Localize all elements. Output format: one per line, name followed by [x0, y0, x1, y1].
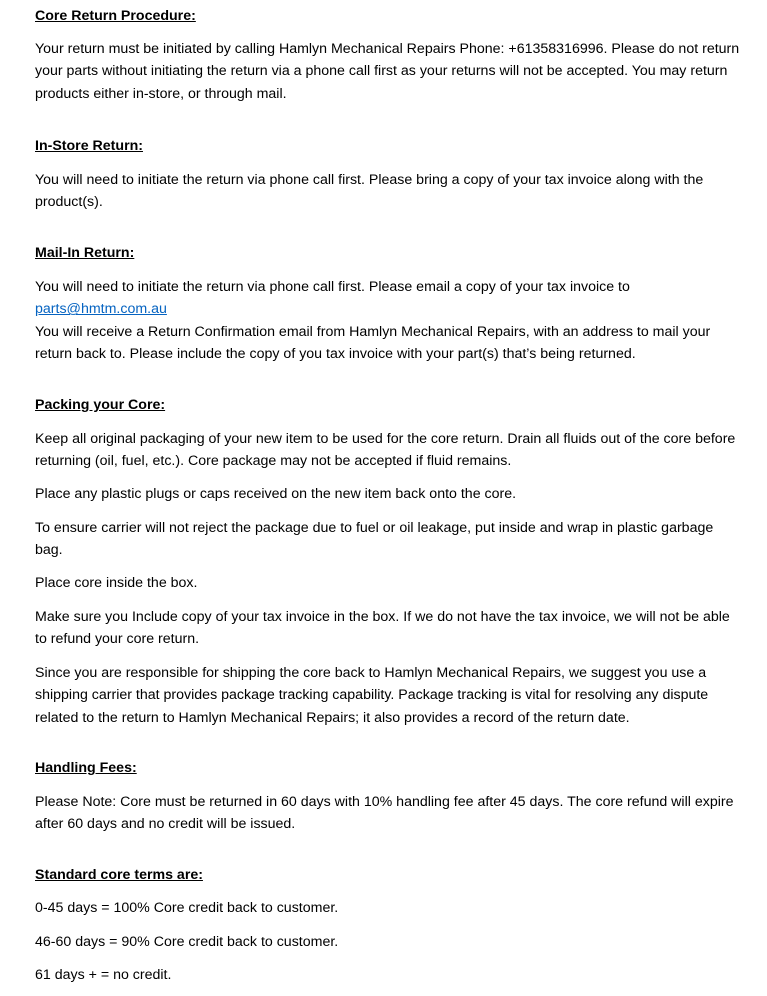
paragraph-packing-5: Make sure you Include copy of your tax invoice in the box. If we do not have the tax invoice, we will not be able to refund your core return.: [35, 609, 730, 648]
heading-in-store-return: In-Store Return:: [35, 138, 143, 154]
heading-packing-your-core: Packing your Core:: [35, 397, 166, 413]
paragraph-handling-fees: Please Note: Core must be returned in 60 days with 10% handling fee after 45 days. The core refund will expire after 60 days and no credit will be issued.: [35, 794, 734, 833]
mail-in-confirmation: You will receive a Return Confirmation email from Hamlyn Mechanical Repairs, with an address to mail your return back to. Please include the copy of you tax invoice with your part(s) that’s being returned.: [35, 323, 711, 363]
paragraph-packing-4: Place core inside the box.: [35, 575, 198, 591]
paragraph-packing-1: Keep all original packaging of your new item to be used for the core return. Drain all fluids out of the core before returning (oil, fuel, etc.). Core package may not be accepted if fluid remains.: [35, 431, 736, 470]
email-link[interactable]: parts@hmtm.com.au: [35, 301, 167, 318]
paragraph-in-store-return: You will need to initiate the return via phone call first. Please bring a copy of your tax invoice along with the product(s).: [35, 172, 704, 211]
heading-standard-core-terms: Standard core terms are:: [35, 867, 203, 883]
paragraph-packing-6: Since you are responsible for shipping the core back to Hamlyn Mechanical Repairs, we suggest you use a shipping carrier that provides package tracking capability. Package tracking is vital for resolving any dispute related to the return to Hamlyn Mechanical Repairs; it also provides a record of the return date.: [35, 665, 709, 726]
list-item: 0-45 days = 100% Core credit back to customer.: [35, 900, 339, 916]
heading-handling-fees: Handling Fees:: [35, 760, 137, 776]
heading-mail-in-return: Mail-In Return:: [35, 245, 135, 261]
paragraph-packing-2: Place any plastic plugs or caps received on the new item back onto the core.: [35, 486, 517, 502]
paragraph-mail-in-return: [35, 276, 740, 366]
list-item: 46-60 days = 90% Core credit back to customer.: [35, 934, 339, 950]
paragraph-packing-3: To ensure carrier will not reject the package due to fuel or oil leakage, put inside and wrap in plastic garbage bag.: [35, 520, 714, 559]
paragraph-core-return-intro: Your return must be initiated by calling Hamlyn Mechanical Repairs Phone: +61358316996. Please do not return your parts without initiating the return via a phone call first as your returns will not be accepted. You may return products either in-store, or through mail.: [35, 41, 740, 102]
heading-core-return-procedure: Core Return Procedure:: [35, 8, 196, 24]
mail-in-instruction: You will need to initiate the return via phone call first. Please email a copy of your tax invoice to: [35, 279, 630, 295]
list-item: 61 days + = no credit.: [35, 967, 172, 983]
